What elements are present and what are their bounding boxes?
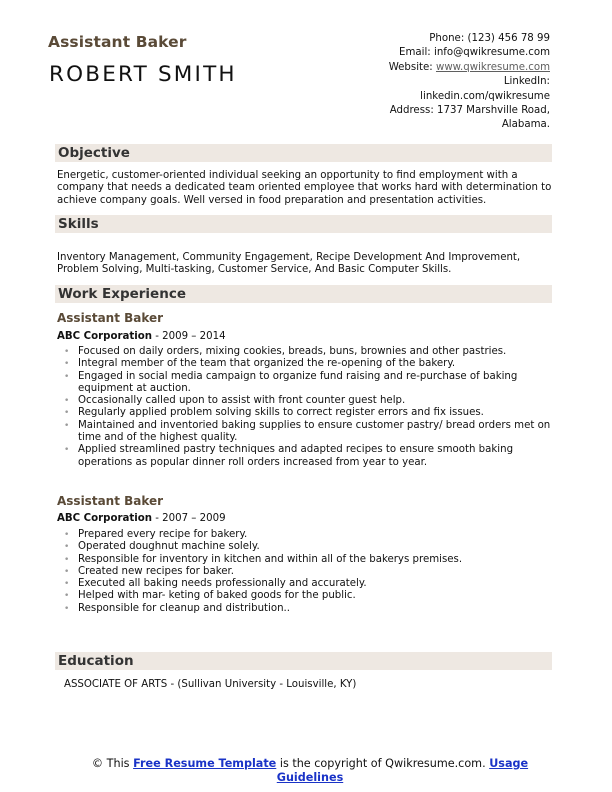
work-experience-heading: Work Experience — [55, 285, 552, 303]
objective-text: Energetic, customer-oriented individual seeking an opportunity to find employment with a company that needs a dedicated team oriented employee that works hard with determination to achieve company goals. Well versed in food preparation and presentation activities. — [57, 170, 552, 206]
contact-address — [330, 104, 550, 118]
job-1-company-line — [57, 331, 226, 342]
contact-website — [330, 61, 550, 75]
bullet-icon: • — [64, 347, 70, 357]
job-2-company-line — [57, 513, 226, 524]
list-item: • Engaged in social media campaign to organize fund raising and re-purchase of baking equipment at auction. — [64, 370, 518, 394]
free-resume-template-link[interactable]: Free Resume Template — [133, 757, 277, 770]
linkedin-label: LinkedIn: — [503, 76, 550, 88]
objective-heading: Objective — [55, 144, 552, 162]
address-line1: 1737 Marshville Road, — [437, 105, 550, 117]
list-item: • Helped with mar- keting of baked goods for the public. — [64, 590, 356, 602]
contact-block — [330, 32, 550, 133]
list-item: • Prepared every recipe for bakery. — [64, 529, 248, 540]
job-1-dates: - 2009 – 2014 — [151, 331, 226, 342]
linkedin-value: linkedin.com/qwikresume — [420, 90, 550, 102]
bullet-icon: • — [64, 579, 70, 590]
bullet-icon: • — [64, 554, 70, 565]
bullet-icon: • — [64, 603, 70, 614]
job-2-title: Assistant Baker — [57, 494, 164, 508]
bullet-icon: • — [64, 445, 70, 456]
bullet-icon: • — [64, 420, 70, 431]
job-2-company: ABC Corporation — [57, 513, 152, 524]
list-item: • Focused on daily orders, mixing cookies, breads, buns, brownies and other pastries. — [64, 346, 507, 357]
list-item: • Responsible for inventory in kitchen and within all of the bakerys premises. — [64, 553, 463, 565]
bullet-icon: • — [64, 359, 70, 370]
job-title: Assistant Baker — [48, 33, 187, 51]
address-label: Address: — [389, 105, 434, 117]
bullet-icon: • — [64, 591, 70, 602]
list-item: • Occasionally called upon to assist with front counter guest help. — [64, 395, 406, 407]
list-item: • Executed all baking needs professionally and accurately. — [64, 578, 367, 590]
list-item: • Created new recipes for baker. — [64, 565, 235, 577]
job-1-bullets — [57, 346, 557, 469]
bullet-icon: • — [64, 396, 70, 407]
skills-text: Inventory Management, Community Engagement, Recipe Development And Improvement, Problem Solving, Multi-tasking, Customer Service, And Basic Computer Skills. — [57, 252, 521, 276]
list-item: • Regularly applied problem solving skills to correct register errors and fix issues. — [64, 407, 484, 419]
footer-middle: is the copyright of Qwikresume.com. — [276, 757, 490, 770]
job-1-title: Assistant Baker — [57, 311, 164, 325]
bullet-icon: • — [64, 408, 70, 419]
email-label: Email: — [399, 47, 431, 59]
skills-heading: Skills — [55, 215, 552, 233]
education-heading: Education — [55, 652, 552, 670]
list-item: • Operated doughnut machine solely. — [64, 541, 260, 553]
contact-email — [330, 46, 550, 60]
person-name: ROBERT SMITH — [49, 62, 237, 87]
bullet-icon: • — [64, 530, 70, 540]
website-link[interactable]: www.qwikresume.com — [435, 61, 550, 73]
copyright-footer — [60, 757, 560, 784]
bullet-icon: • — [64, 566, 70, 577]
list-item: • Maintained and inventoried baking supplies to ensure customer pastry/ bread orders met on time and of the highest quality. — [64, 419, 551, 444]
phone-label: Phone: — [429, 33, 465, 44]
address-line2: Alabama. — [501, 119, 550, 131]
contact-phone — [330, 32, 550, 46]
email-value: info@qwikresume.com — [433, 47, 550, 59]
footer-prefix: © This — [91, 757, 134, 770]
job-1-company: ABC Corporation — [57, 331, 152, 342]
list-item: • Responsible for cleanup and distribution.. — [64, 602, 291, 614]
usage-guidelines-link[interactable]: Usage Guidelines — [276, 757, 529, 784]
bullet-icon: • — [64, 542, 70, 553]
list-item: • Integral member of the team that organized the re-opening of the bakery. — [64, 358, 456, 370]
job-2-dates: - 2007 – 2009 — [151, 513, 226, 524]
website-label: Website: — [388, 61, 433, 73]
education-entry: ASSOCIATE OF ARTS - (Sullivan University - Louisville, KY) — [64, 679, 357, 690]
phone-value: (123) 456 78 99 — [467, 33, 550, 44]
list-item: • Applied streamlined pastry techniques and adapted recipes to ensure smooth baking operations as popular dinner roll orders increased from year to year. — [64, 444, 514, 468]
bullet-icon: • — [64, 371, 70, 382]
job-2-bullets — [57, 529, 557, 615]
